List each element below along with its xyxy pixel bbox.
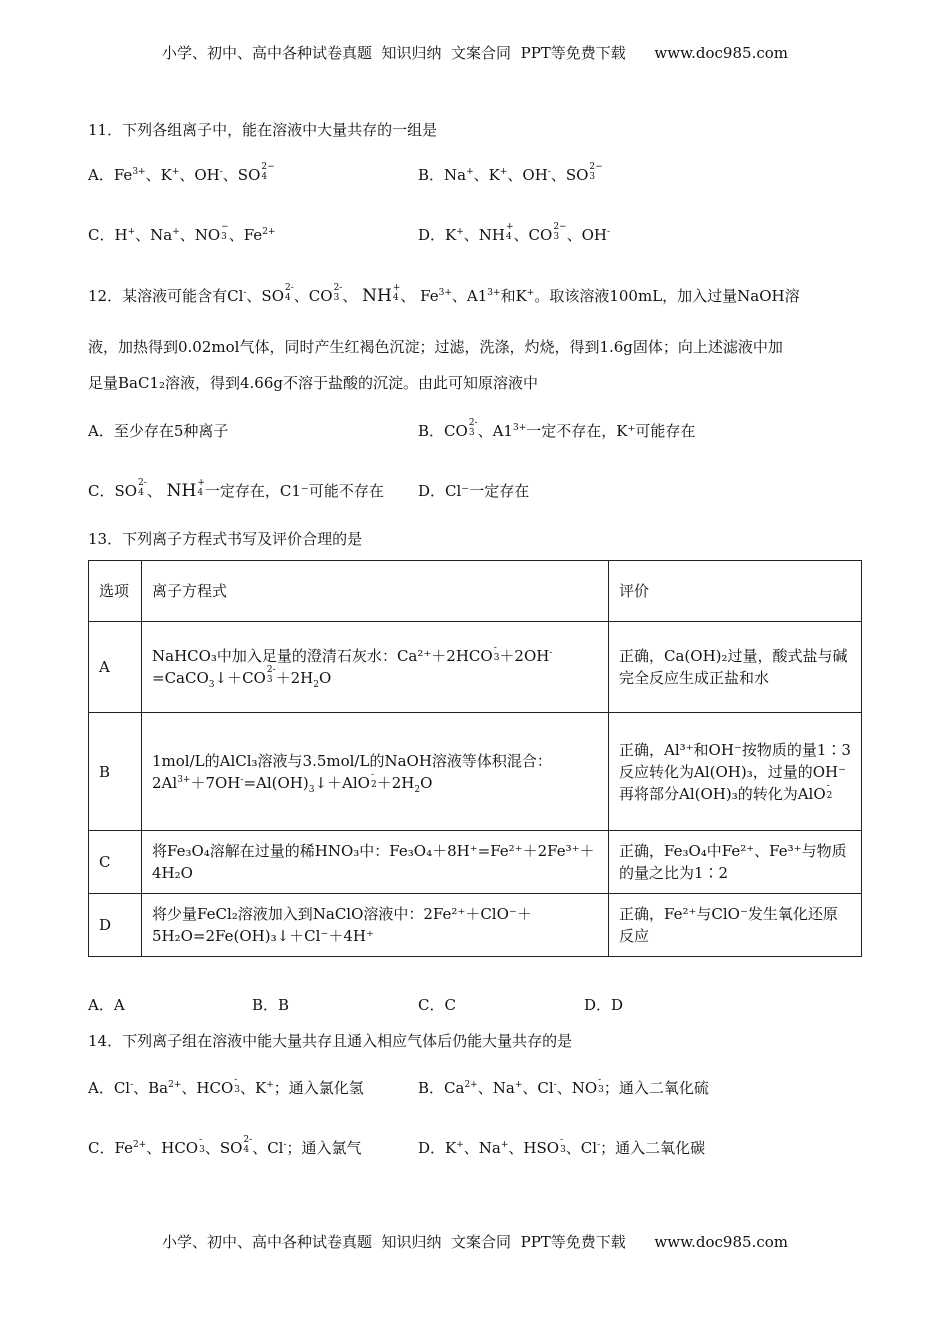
row-evaluation: 正确，Fe²⁺与ClO⁻发生氧化还原反应: [609, 894, 862, 957]
q13-stem: 13．下列离子方程式书写及评价合理的是: [88, 530, 363, 548]
q12-stem-line1: 12．某溶液可能含有Cl-、SO 2- 4 、CO 2- 3 、 NH + 4 、 $Fe^{3+}$、$A1^{3+}$和K+。取该溶液100mL，加入过量NaOH溶: [88, 283, 800, 306]
row-option: B: [89, 713, 142, 831]
q13-table: [88, 560, 862, 957]
q14-option-c: C．$Fe^{2+}$、HCO - 3 、SO 2- 4 、Cl-；通入氯气: [88, 1135, 362, 1157]
page-header: 小学、初中、高中各种试卷真题 知识归纳 文案合同 PPT等免费下载 www.doc985.com: [161, 44, 788, 62]
table-row: [89, 894, 862, 957]
q12-option-c: C．SO 2- 4 、 NH + 4 一定存在，C1⁻可能不存在: [88, 478, 384, 501]
q12-stem-line2: 液，加热得到0.02mol气体，同时产生红褐色沉淀；过滤，洗涤，灼烧，得到1.6g固体；向上述滤液中加: [88, 338, 783, 356]
page-footer: 小学、初中、高中各种试卷真题 知识归纳 文案合同 PPT等免费下载 www.doc985.com: [161, 1233, 788, 1251]
q14-option-d: D．K+、Na+、HSO - 3 、Cl-；通入二氧化碳: [418, 1135, 706, 1157]
row-equation: 将少量FeCl₂溶液加入到NaClO溶液中：2Fe²⁺＋ClO⁻＋5H₂O=2Fe(OH)₃↓＋Cl⁻＋4H⁺: [142, 894, 609, 957]
row-evaluation: 正确，Fe₃O₄中Fe²⁺、Fe³⁺与物质的量之比为1∶2: [609, 831, 862, 894]
header-evaluation: 评价: [609, 561, 862, 622]
q13-answer-d: D．D: [584, 996, 624, 1014]
q14-stem: 14．下列离子组在溶液中能大量共存且通入相应气体后仍能大量共存的是: [88, 1032, 573, 1050]
q13-answer-a: A．A: [88, 996, 125, 1014]
header-equation: 离子方程式: [142, 561, 609, 622]
q13-answer-c: C．C: [418, 996, 456, 1014]
row-option: C: [89, 831, 142, 894]
row-equation: 将Fe₃O₄溶解在过量的稀HNO₃中：Fe₃O₄＋8H⁺=Fe²⁺＋2Fe³⁺＋4H₂O: [142, 831, 609, 894]
table-row: [89, 831, 862, 894]
q11-option-a: A．$Fe^{3+}$、K+、OH-、SO 2− 4: [88, 162, 275, 184]
row-option: D: [89, 894, 142, 957]
q14-option-a: A．Cl-、$Ba^{2+}$、HCO - 3 、K+；通入氯化氢: [88, 1075, 364, 1097]
q12-option-d: D．Cl⁻一定存在: [418, 482, 530, 500]
table-header-row: [89, 561, 862, 622]
row-option: A: [89, 622, 142, 713]
q11-option-d: D．K+、NH + 4 、CO 2− 3 、OH-: [418, 222, 611, 244]
q14-option-b: B．$Ca^{2+}$、Na+、Cl-、NO - 3 ；通入二氧化硫: [418, 1075, 709, 1097]
table-row: [89, 622, 862, 713]
row-equation: 1mol/L的AlCl₃溶液与3.5mol/L的NaOH溶液等体积混合： $2Al^{3+}+7OH^-=Al(OH)_3↓+AlO$ - 2 $+2H_2O$: [142, 713, 609, 831]
q12-option-b: B．CO 2- 3 、$A1^{3+}$一定不存在，K⁺可能存在: [418, 418, 696, 440]
q11-option-b: B．Na+、K+、OH-、SO 2− 3: [418, 162, 603, 184]
q11-stem: 11．下列各组离子中，能在溶液中大量共存的一组是: [88, 121, 438, 139]
q12-option-a: A．至少存在5种离子: [88, 422, 229, 440]
header-option: 选项: [89, 561, 142, 622]
q12-stem-line3: 足量BaC1₂溶液，得到4.66g不溶于盐酸的沉淀。由此可知原溶液中: [88, 374, 539, 392]
row-equation: NaHCO₃中加入足量的澄清石灰水：Ca²⁺＋2HCO - 3 ＋2OH- =CaCO$_3$↓＋CO 2- 3 $+2H_2O$: [142, 622, 609, 713]
q11-option-c: C．H+、Na+、NO − 3 、$Fe^{2+}$: [88, 222, 276, 244]
row-evaluation: 正确，Al³⁺和OH⁻按物质的量1∶3反应转化为Al(OH)₃，过量的OH⁻再将部分Al(OH)₃的转化为AlO - 2: [609, 713, 862, 831]
table-row: [89, 713, 862, 831]
q13-answer-b: B．B: [252, 996, 290, 1014]
row-evaluation: 正确，Ca(OH)₂过量，酸式盐与碱完全反应生成正盐和水: [609, 622, 862, 713]
